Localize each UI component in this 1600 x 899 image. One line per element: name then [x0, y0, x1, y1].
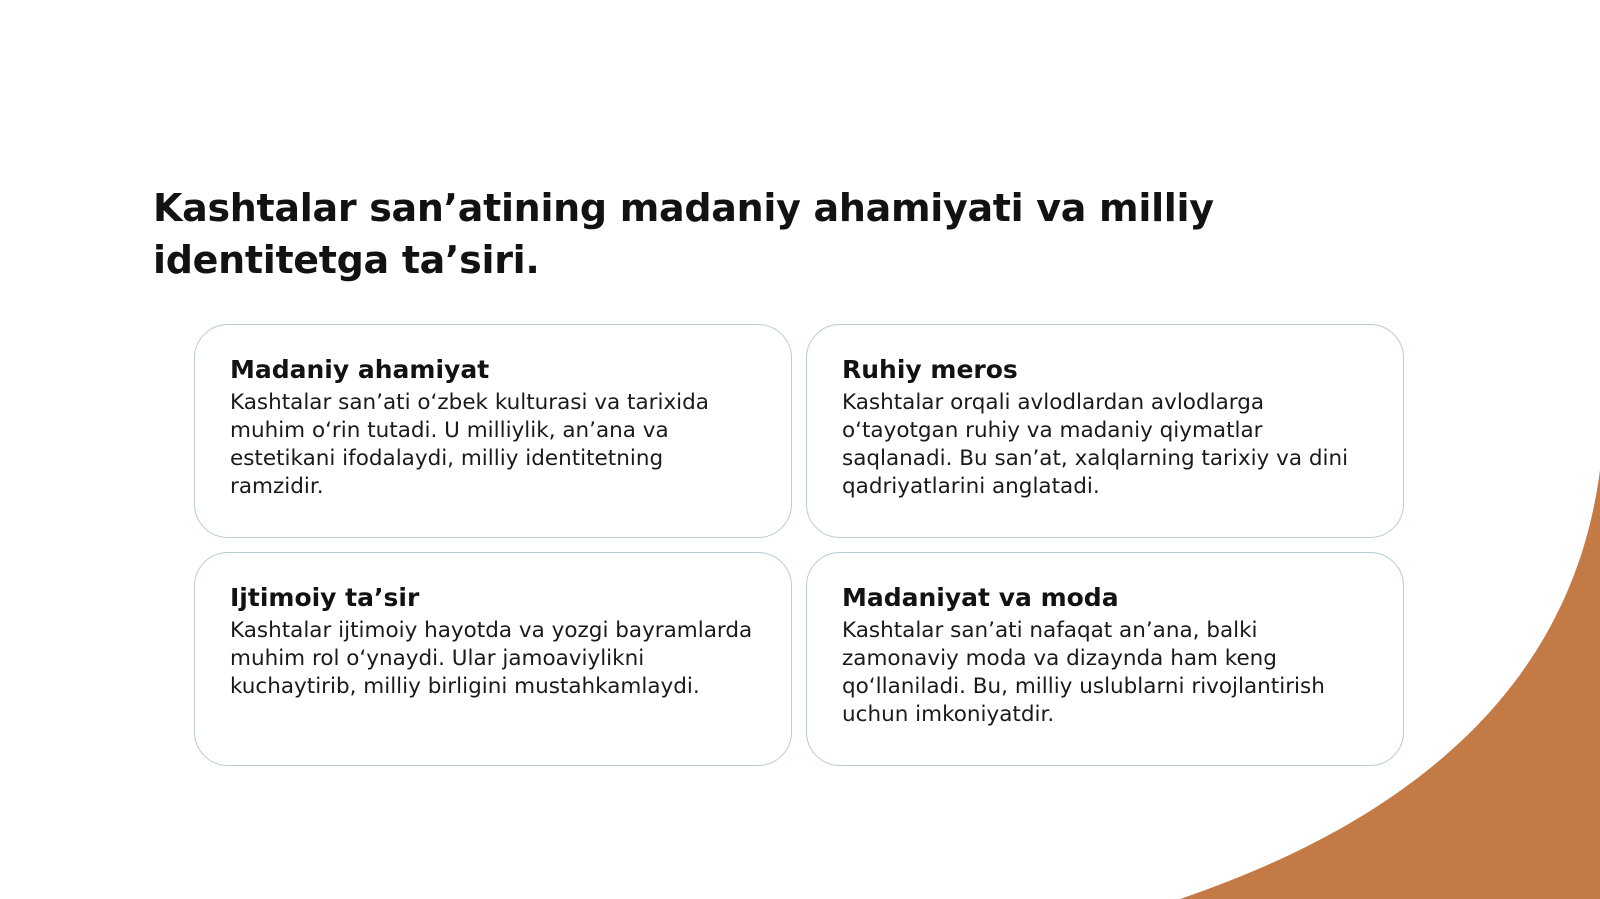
slide-title: Kashtalar san’atining madaniy ahamiyati va milliy identitetga ta’siri.: [153, 186, 1214, 282]
card-heading: Madaniyat va moda: [842, 583, 1119, 612]
card-text: Kashtalar ijtimoiy hayotda va yozgi bayramlarda muhim rol o‘ynaydi. Ular jamoaviylikni kuchaytirib, milliy birligini mustahkamlaydi.: [230, 618, 753, 699]
card-text: Kashtalar orqali avlodlardan avlodlarga o‘tayotgan ruhiy va madaniy qiymatlar saqlanadi. Bu san’at, xalqlarning tarixiy va dini qadriyatlarini anglatadi.: [842, 390, 1349, 499]
card-heading: Ijtimoiy ta’sir: [230, 583, 420, 612]
card-text: Kashtalar san’ati o‘zbek kulturasi va tarixida muhim o‘rin tutadi. U milliylik, an’ana va estetikani ifodalaydi, milliy identitetning ramzidir.: [230, 390, 709, 499]
card-ruhiy-meros: [806, 324, 1404, 538]
card-madaniy-ahamiyat: [194, 324, 792, 538]
card-madaniyat-va-moda: [806, 552, 1404, 766]
card-text: Kashtalar san’ati nafaqat an’ana, balki zamonaviy moda va dizaynda ham keng qo‘llaniladi. Bu, milliy uslublarni rivojlantirish uchun imkoniyatdir.: [842, 618, 1325, 727]
card-heading: Ruhiy meros: [842, 355, 1018, 384]
card-ijtimoiy-tasir: [194, 552, 792, 766]
card-heading: Madaniy ahamiyat: [230, 355, 490, 384]
